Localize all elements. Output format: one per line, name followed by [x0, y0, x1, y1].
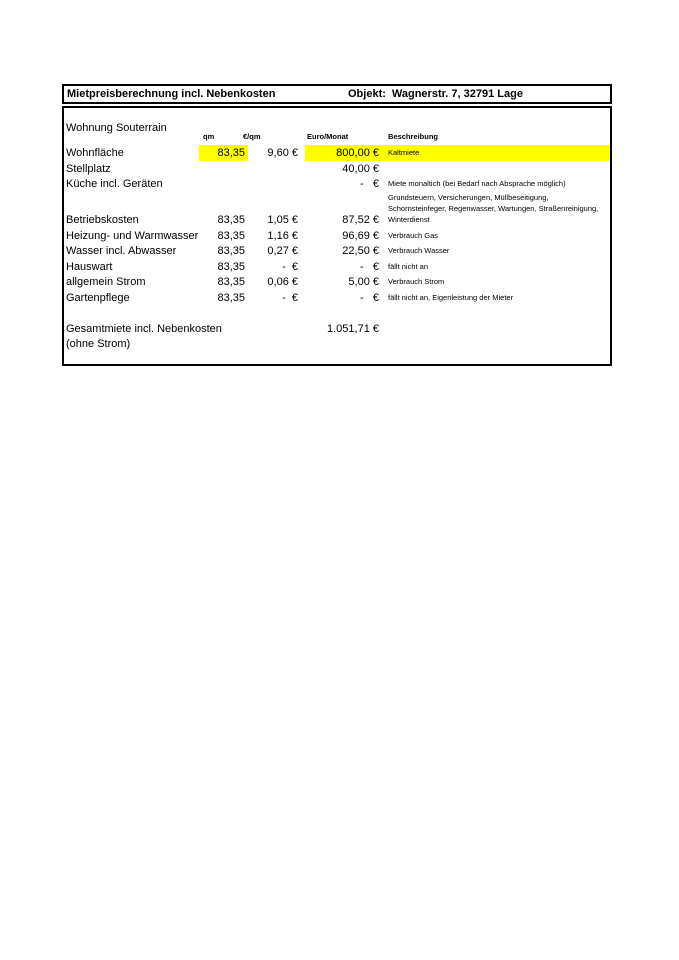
row-euro-per-month: - € [360, 261, 379, 273]
row-label: Heizung- und Warmwasser [66, 230, 199, 242]
row-description: fällt nicht an, Eigenleistung der Mieter [388, 293, 514, 302]
description-text: Grundsteuern, Versicherungen, Müllbeseitigung, [388, 193, 549, 202]
row-description: Kaltmiete [388, 148, 420, 157]
total-label: Gesamtmiete incl. Nebenkosten [66, 323, 222, 335]
row-euro-per-month: - € [360, 292, 379, 304]
row-qm: 83,35 [217, 147, 245, 159]
total-row [64, 321, 610, 337]
row-eur-per-qm: - € [282, 292, 298, 304]
row-label: Wohnfläche [66, 147, 124, 159]
total-sublabel: (ohne Strom) [66, 338, 131, 350]
title-bar [62, 84, 612, 104]
table-row-heizung [64, 228, 610, 244]
row-eur-per-qm: 1,16 € [267, 230, 298, 242]
column-header-eur-per-qm: €/qm [243, 132, 261, 141]
section-heading: Wohnung Souterrain [66, 122, 167, 134]
description-wrap-line [64, 192, 610, 203]
row-euro-per-month: 96,69 € [342, 230, 379, 242]
table-row-stellplatz [64, 161, 610, 177]
row-eur-per-qm: 9,60 € [267, 147, 298, 159]
column-header-description: Beschreibung [388, 132, 439, 141]
column-header-euro-per-month: Euro/Monat [307, 132, 349, 141]
row-label: Stellplatz [66, 163, 111, 175]
row-euro-per-month: 87,52 € [342, 214, 379, 226]
table-row-kueche [64, 176, 610, 192]
table-row-allgemein-strom [64, 274, 610, 290]
column-header-qm: qm [203, 132, 215, 141]
row-description: Miete monaltich (bei Bedarf nach Absprache möglich) [388, 179, 566, 188]
row-euro-per-month: - € [360, 178, 379, 190]
row-label: Wasser incl. Abwasser [66, 245, 177, 257]
row-qm: 83,35 [217, 276, 245, 288]
row-eur-per-qm: 0,06 € [267, 276, 298, 288]
column-headers [64, 131, 610, 143]
row-eur-per-qm: 0,27 € [267, 245, 298, 257]
table-row-wasser [64, 243, 610, 259]
row-description: fällt nicht an [388, 262, 429, 271]
table-row-hauswart [64, 259, 610, 275]
calculation-table [62, 106, 612, 366]
row-label: allgemein Strom [66, 276, 146, 288]
row-label: Küche incl. Geräten [66, 178, 163, 190]
row-qm: 83,35 [217, 245, 245, 257]
row-description: Verbrauch Strom [388, 277, 445, 286]
row-label: Gartenpflege [66, 292, 130, 304]
row-euro-per-month: 22,50 € [342, 245, 379, 257]
total-value: 1.051,71 € [327, 323, 379, 335]
row-eur-per-qm: 1,05 € [267, 214, 298, 226]
row-description: Winterdienst [388, 215, 430, 224]
row-description: Verbrauch Wasser [388, 246, 450, 255]
row-euro-per-month: 800,00 € [336, 147, 379, 159]
total-sublabel-row [64, 336, 610, 352]
row-label: Betriebskosten [66, 214, 139, 226]
row-description: Verbrauch Gas [388, 231, 439, 240]
row-qm: 83,35 [217, 214, 245, 226]
row-euro-per-month: 5,00 € [348, 276, 379, 288]
row-eur-per-qm: - € [282, 261, 298, 273]
table-row-gartenpflege [64, 290, 610, 306]
row-qm: 83,35 [217, 230, 245, 242]
object-label: Objekt: [348, 88, 386, 100]
row-qm: 83,35 [217, 292, 245, 304]
row-euro-per-month: 40,00 € [342, 163, 379, 175]
table-row-wohnflaeche [64, 145, 610, 161]
table-row-betriebskosten [64, 212, 610, 228]
row-label: Hauswart [66, 261, 113, 273]
description-text: Schornsteinfeger, Regenwasser, Wartungen, Straßenreinigung, [388, 204, 599, 213]
object-address [348, 86, 523, 102]
document-title: Mietpreisberechnung incl. Nebenkosten [67, 88, 276, 100]
object-value: Wagnerstr. 7, 32791 Lage [391, 88, 523, 100]
row-qm: 83,35 [217, 261, 245, 273]
